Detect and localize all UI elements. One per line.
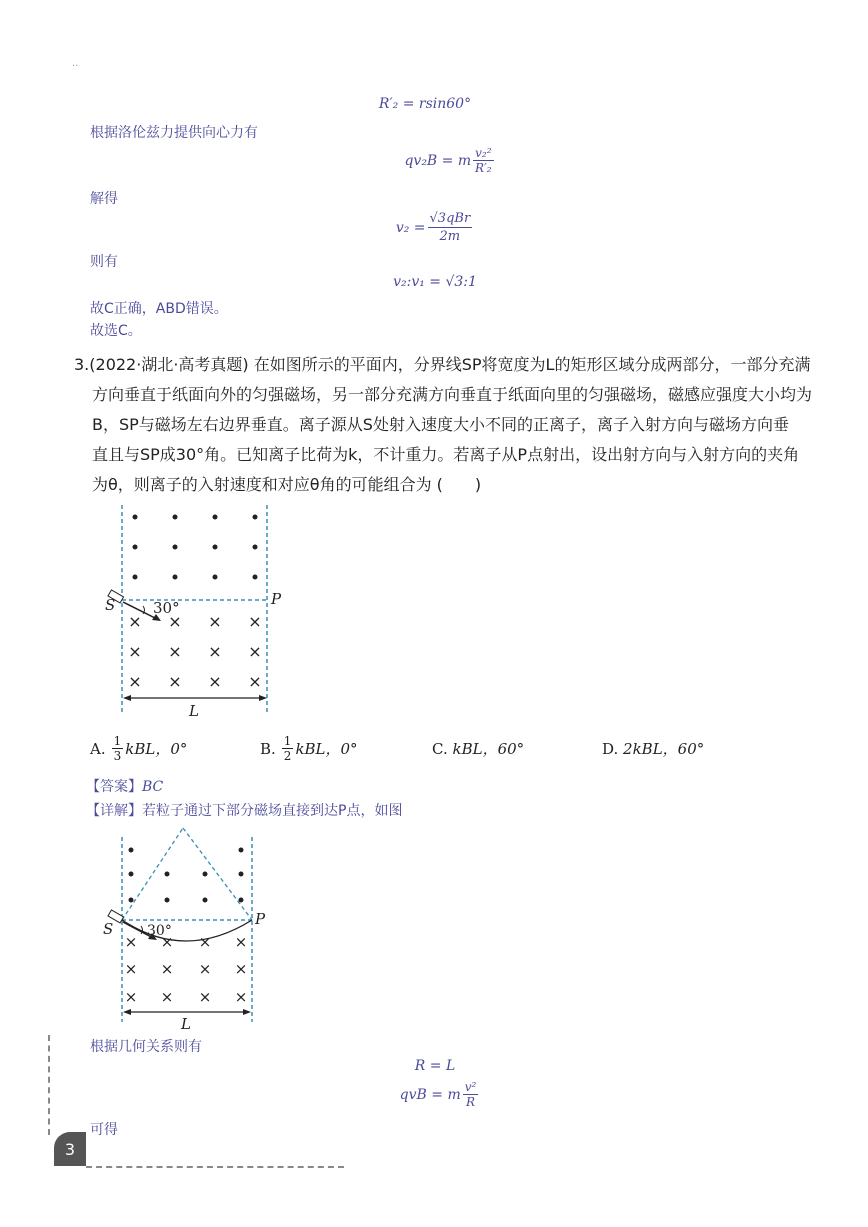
svg-text:×: ×	[168, 642, 182, 661]
option-a-num: 1	[113, 734, 122, 748]
svg-text:×: ×	[128, 612, 142, 631]
option-a-letter: A.	[90, 739, 106, 758]
equation-v2-den: 2m	[439, 229, 461, 244]
field-out-dots	[133, 515, 258, 580]
equation-qvb-left: qvB = m	[399, 1086, 461, 1103]
solution-line-choose: 故选C。	[90, 323, 142, 339]
equation-qvb-num: v²	[464, 1080, 477, 1094]
solution-label-s: S	[103, 920, 114, 938]
svg-text:×: ×	[234, 933, 248, 951]
figure-angle-label: 30°	[153, 599, 180, 617]
solution-field-dots	[129, 848, 244, 903]
equation-force	[380, 146, 520, 175]
svg-text:×: ×	[198, 960, 212, 978]
page-bottom-dashes	[86, 1166, 344, 1168]
option-b-letter: B.	[260, 739, 276, 758]
svg-text:×: ×	[234, 988, 248, 1006]
field-in-crosses	[128, 612, 261, 691]
answer-value: BC	[142, 779, 164, 795]
solution-line-conclude: 故C正确，ABD错误。	[90, 301, 228, 317]
question-number: 3.	[74, 355, 90, 374]
question-text	[74, 350, 814, 500]
equation-v2-num: √3qBr	[429, 211, 471, 226]
equation-v2	[370, 210, 500, 245]
svg-text:×: ×	[128, 672, 142, 691]
svg-text:×: ×	[248, 612, 262, 631]
solution-line-lorentz: 根据洛伦兹力提供向心力有	[90, 125, 258, 141]
svg-text:×: ×	[248, 672, 262, 691]
equation-qvb-den: R	[466, 1095, 476, 1109]
svg-text:×: ×	[168, 612, 182, 631]
equation-force-num: v₂²	[475, 146, 492, 160]
option-d-value: 2kBL，60°	[623, 740, 705, 758]
question-line-1: (2022·湖北·高考真题) 在如图所示的平面内，分界线SP将宽度为L的矩形区域分成两部分，一部分充满	[89, 355, 811, 374]
figure-label-s: S	[105, 596, 116, 614]
corner-mark: ..	[72, 58, 79, 69]
question-line-4: 直且与SP成30°角。已知离子比荷为k，不计重力。若离子从P点射出，设出射方向与入射方向的夹角	[92, 445, 800, 464]
svg-text:×: ×	[128, 642, 142, 661]
svg-text:×: ×	[160, 960, 174, 978]
svg-text:×: ×	[160, 933, 174, 951]
svg-text:×: ×	[198, 988, 212, 1006]
figure-label-l: L	[189, 702, 199, 720]
question-line-2: 方向垂直于纸面向外的匀强磁场，另一部分充满方向垂直于纸面向里的匀强磁场，磁感应强度大小均为	[92, 385, 813, 404]
option-b-den: 2	[283, 749, 292, 763]
solution-label-l: L	[181, 1015, 191, 1032]
answer-label: 【答案】	[86, 779, 142, 795]
svg-text:×: ×	[208, 612, 222, 631]
question-line-3: B，SP与磁场左右边界垂直。离子源从S处射入速度大小不同的正离子，离子入射方向与磁场方向垂	[92, 415, 789, 434]
question-line-5: 为θ，则离子的入射速度和对应θ角的可能组合为 ( )	[92, 475, 482, 494]
solution-line-get: 可得	[90, 1122, 118, 1138]
option-c-letter: C.	[432, 740, 448, 758]
equation-r2: R′₂ = rsin60°	[378, 96, 472, 112]
solution-line-then: 则有	[90, 254, 118, 270]
equation-r-l: R = L	[414, 1058, 456, 1074]
option-b-value: kBL，0°	[295, 740, 358, 758]
svg-text:×: ×	[248, 642, 262, 661]
svg-text:×: ×	[208, 642, 222, 661]
equation-qvb	[380, 1080, 500, 1109]
solution-line-geometry: 根据几何关系则有	[90, 1039, 202, 1055]
svg-text:×: ×	[234, 960, 248, 978]
option-a-value: kBL，0°	[125, 740, 188, 758]
page-number: 3	[54, 1132, 86, 1166]
detail-line	[86, 800, 402, 820]
svg-text:×: ×	[168, 672, 182, 691]
detail-label: 【详解】	[86, 803, 142, 819]
svg-text:×: ×	[124, 933, 138, 951]
solution-figure	[95, 822, 295, 1032]
equation-force-den: R′₂	[475, 161, 492, 175]
option-c[interactable]	[432, 738, 524, 759]
equation-v2-left: v₂ =	[395, 219, 426, 236]
page-margin-dashes	[48, 1035, 50, 1135]
solution-line-solve: 解得	[90, 191, 118, 207]
detail-text: 若粒子通过下部分磁场直接到达P点，如图	[142, 803, 403, 819]
svg-text:×: ×	[160, 988, 174, 1006]
option-c-value: kBL，60°	[452, 740, 525, 758]
svg-text:×: ×	[198, 933, 212, 951]
answer-line	[86, 776, 163, 796]
option-b[interactable]	[260, 734, 358, 763]
option-b-num: 1	[283, 734, 292, 748]
question-figure	[95, 500, 305, 725]
equation-force-left: qv₂B = m	[404, 152, 472, 169]
option-d-letter: D.	[602, 740, 619, 758]
solution-angle-label: 30°	[147, 923, 172, 939]
svg-text:×: ×	[208, 672, 222, 691]
equation-ratio: v₂:v₁ = √3:1	[393, 274, 477, 290]
option-a-den: 3	[113, 749, 122, 763]
solution-label-p: P	[255, 910, 266, 928]
solution-field-crosses	[125, 933, 248, 1006]
option-d[interactable]	[602, 738, 704, 759]
svg-text:×: ×	[124, 988, 138, 1006]
option-a[interactable]	[90, 734, 187, 763]
figure-label-p: P	[271, 590, 282, 608]
svg-text:×: ×	[124, 960, 138, 978]
